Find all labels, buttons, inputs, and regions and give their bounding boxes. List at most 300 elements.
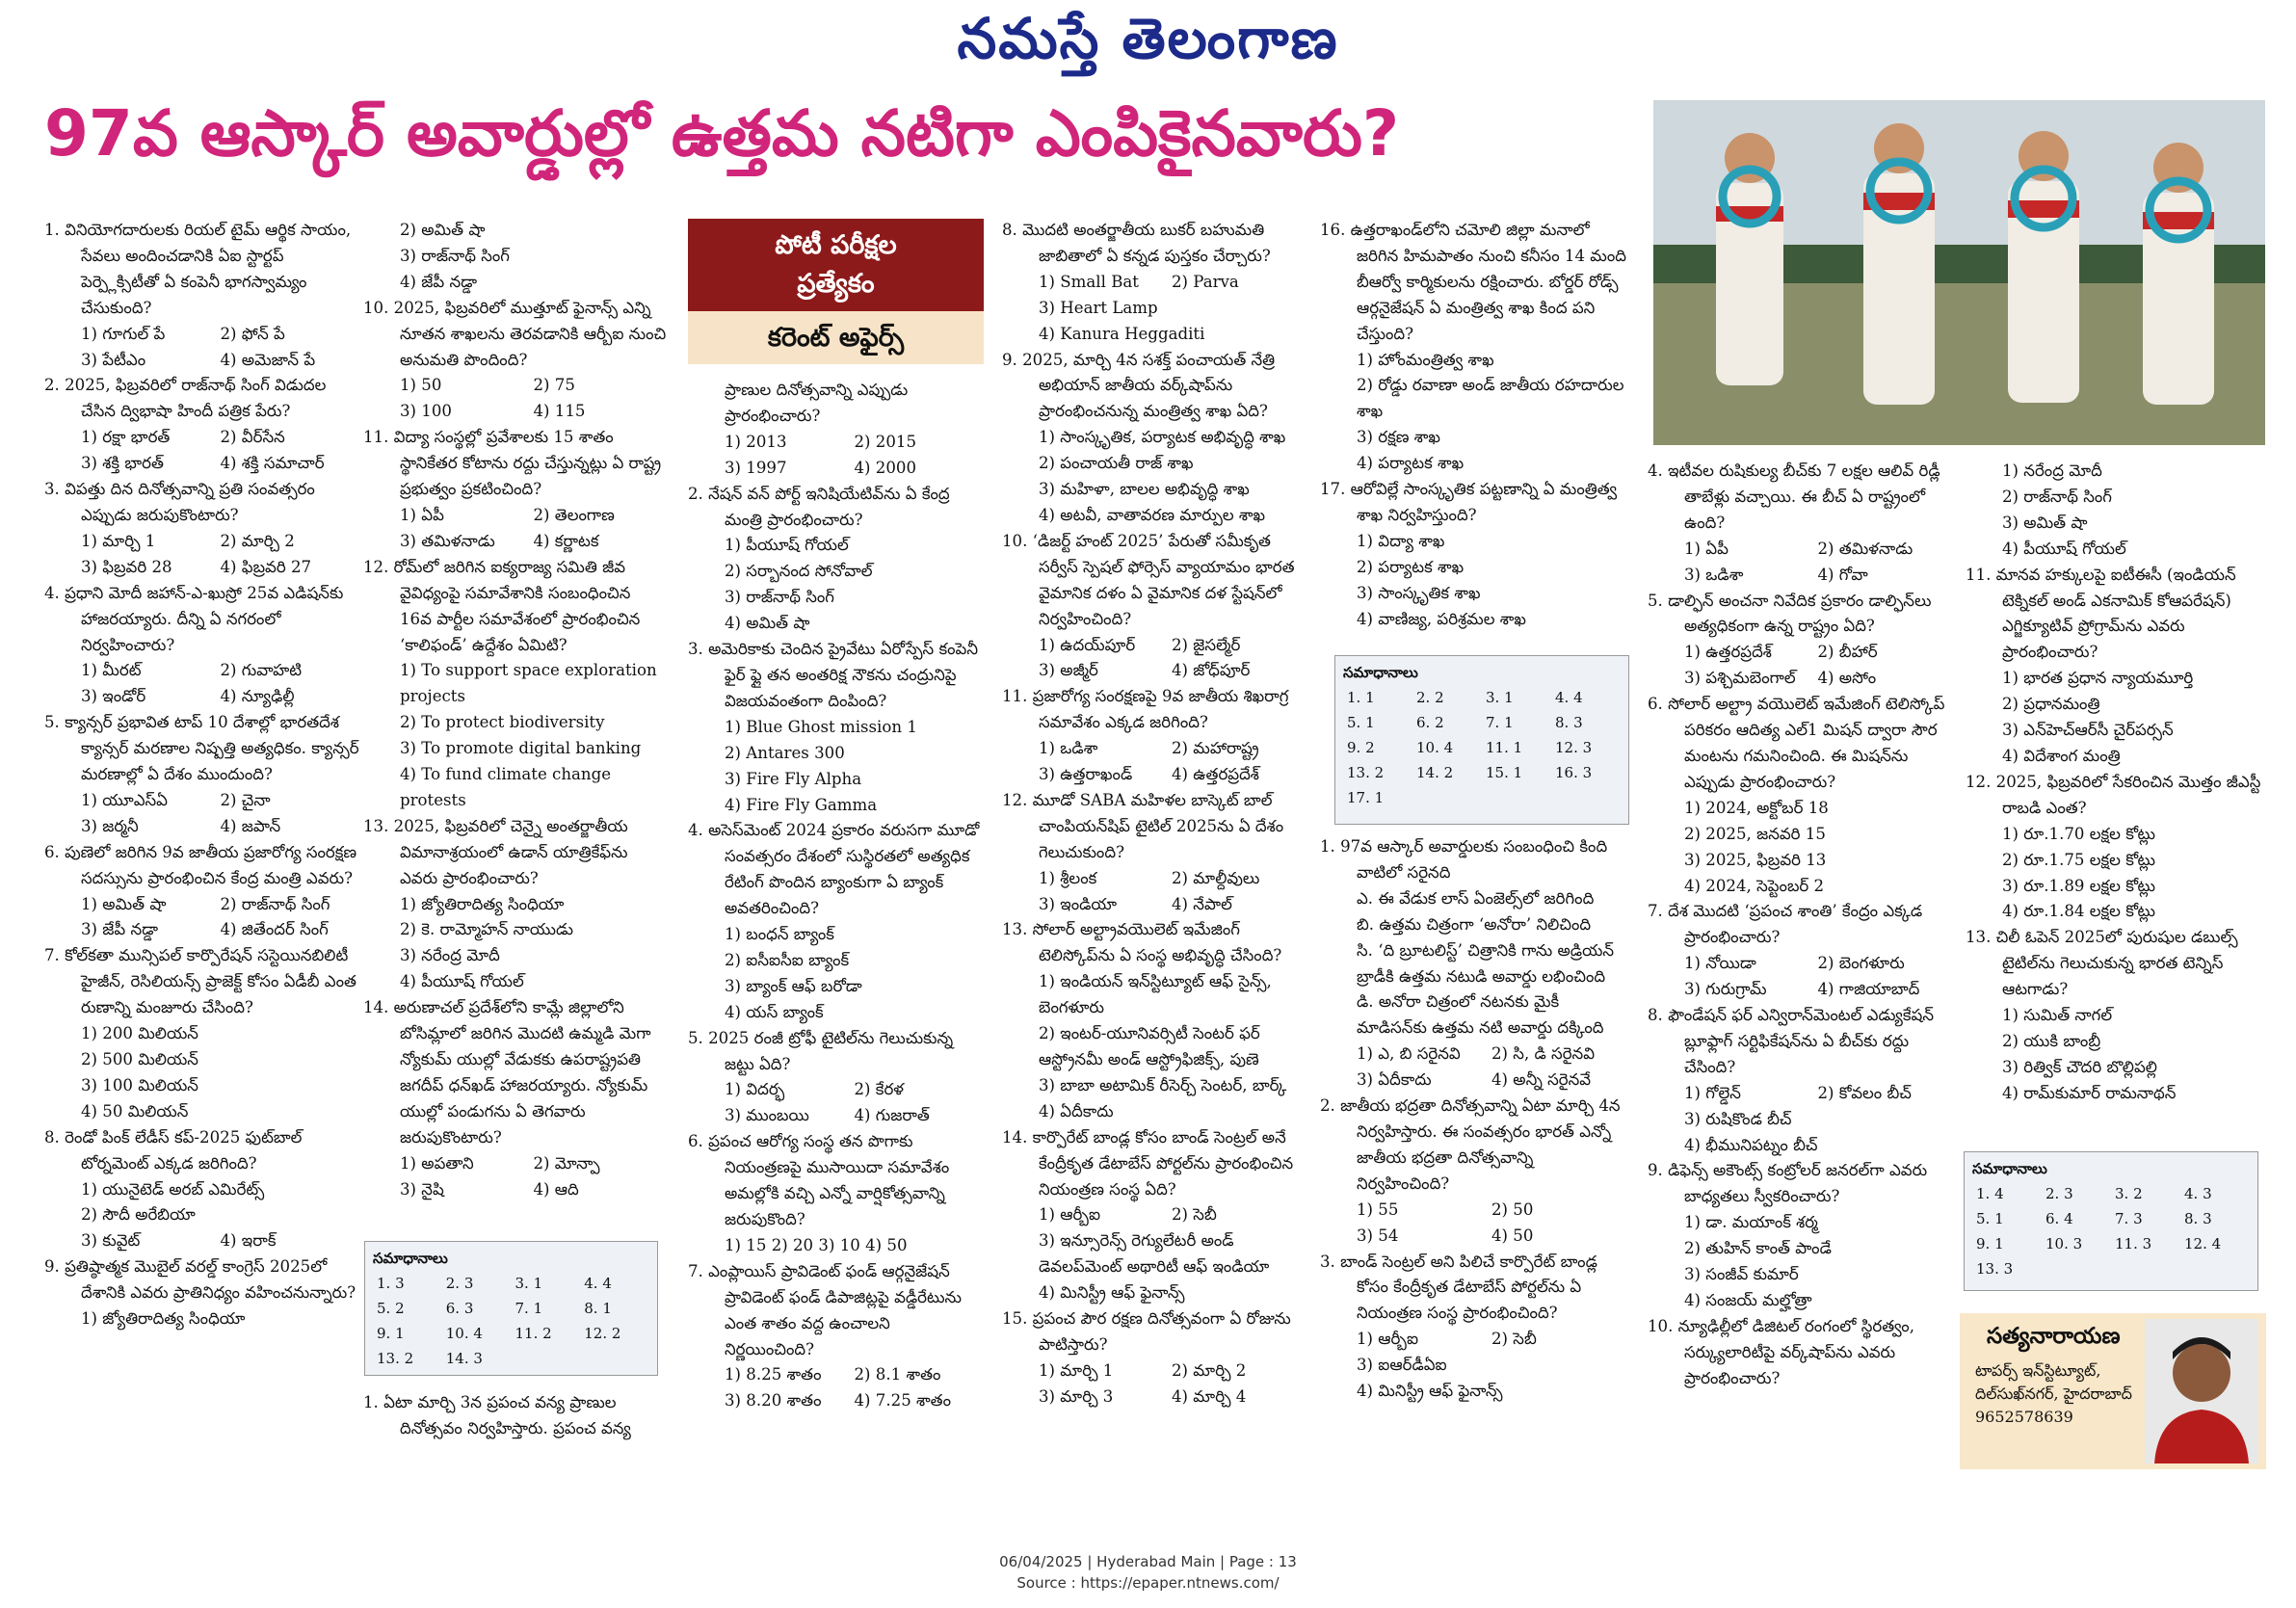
option-row	[363, 503, 667, 529]
option-row	[1002, 892, 1305, 918]
answer-cell: 5. 2	[377, 1300, 405, 1317]
option: 1) జ్యోతిరాదిత్య సింధియా	[400, 894, 565, 913]
author-box	[1960, 1313, 2266, 1469]
option-row	[44, 658, 359, 684]
question: 7. ఎంప్లాయిస్ ప్రావిడెంట్ ఫండ్ ఆర్గనైజేషన్ ప్రావిడెంట్ ఫండ్ డిపాజిట్లపై వడ్డీరేటును ఎంత శాతం వద్ద ఉంచాలని నిర్ణయించింది?	[688, 1261, 962, 1358]
question: 14. అరుణాచల్ ప్రదేశ్‌లోని కామ్లే జిల్లాలోని బోసిమ్లాలో జరిగిన మొదటి ఉమ్మడి మెగా న్యోకుమ్ యుల్లో వేడుకకు ఉపరాష్ట్రపతి జగదీప్ ధన్‌ఖడ్ హాజరయ్యారు. న్యోకుమ్ యుల్లో పండుగను ఏ తెగవారు జరుపుకొంటారు?	[363, 998, 651, 1147]
question: 5. డాల్ఫిన్ అంచనా నివేదిక ప్రకారం డాల్ఫిన్‌లు అత్యధికంగా ఉన్న రాష్ట్రం ఏది?	[1648, 591, 1932, 636]
question: 7. కోల్‌కతా మున్సిపల్ కార్పొరేషన్ సస్టెయినబిలిటీ హైజీన్, రెసిలియన్స్ ప్రాజెక్ట్ కోసం ఏడీబీ ఎంత రుణాన్ని మంజూరు చేసింది?	[44, 946, 356, 1017]
option: 2) సెబీ	[1491, 1330, 1537, 1349]
answers-title: సమాధానాలు	[373, 1250, 448, 1267]
option-row	[1002, 866, 1305, 892]
question: 6. సోలార్ అల్ట్రా వయొలెట్ ఇమేజింగ్ టెలిస్కోప్ పరికరం ఆదిత్య ఎల్1 మిషన్ ద్వారా సౌర మంటను గమనించింది. ఈ మిషన్‌ను ఎప్పుడు ప్రారంభించారు?	[1648, 695, 1945, 791]
option: 1) హోంమంత్రిత్వ శాఖ	[1357, 350, 1494, 369]
option: 1) జ్యోతిరాదిత్య సింధియా	[81, 1309, 246, 1329]
option: 3) రిత్విక్ చౌదరి బొల్లిపల్లి	[2002, 1057, 2157, 1076]
answer-cell: 5. 1	[1347, 714, 1375, 731]
option: 1) బంధన్ బ్యాంక్	[725, 925, 834, 944]
banner-line-1: పోటీ పరీక్షల	[775, 230, 897, 260]
option: 4) భీమునిపట్నం బీచ్	[1684, 1135, 1818, 1154]
option: 3) బాబా అటామిక్ రీసెర్చ్ సెంటర్, బార్క్ 4) ఏదీకాదు	[1039, 1075, 1287, 1120]
option: 3) జేపీ నడ్డా	[81, 920, 159, 939]
option: 1) 8.25 శాతం	[725, 1365, 822, 1384]
column-6	[1648, 459, 1951, 1392]
column-5-bottom	[1320, 834, 1626, 1405]
headline: 97వ ఆస్కార్ అవార్డుల్లో ఉత్తమ నటిగా ఎంపికైనవారు?	[44, 96, 1400, 171]
option: 1) భారత ప్రధాన న్యాయమూర్తి	[2002, 669, 2194, 688]
question: 1. 97వ ఆస్కార్ అవార్డులకు సంబంధించి కింది వాటిలో సరైనది	[1320, 837, 1608, 882]
option: 1) Small Bat	[1039, 272, 1139, 291]
option: 2) పర్యాటక శాఖ	[1357, 557, 1465, 576]
option: 3) ఉత్తరాఖండ్	[1039, 765, 1133, 784]
option: 2) పంచాయతీ రాజ్ శాఖ	[1039, 454, 1194, 473]
option: 3) తమిళనాడు	[400, 531, 495, 550]
answers-box-1	[364, 1241, 658, 1376]
option: 2) సెబీ	[1172, 1205, 1217, 1225]
answer-cell: 7. 1	[515, 1300, 543, 1317]
option: 2) 50	[1491, 1199, 1534, 1219]
option: 1) ఉదయ్‌పూర్	[1039, 635, 1136, 654]
answers-row	[1972, 1181, 2250, 1206]
option: 2) To protect biodiversity	[400, 713, 605, 732]
answers-row	[373, 1346, 649, 1371]
question: 4. ప్రధాని మోదీ జహాన్-ఎ-ఖుస్రో 25వ ఎడిషన్‌కు హాజరయ్యారు. దీన్ని ఏ నగరంలో నిర్వహించారు?	[44, 583, 344, 654]
option: 4) 2024, సెప్టెంబర్ 2	[1684, 876, 1825, 895]
option: సి. ‘ది బ్రూటలిస్ట్’ చిత్రానికి గాను అడ్రియన్ బ్రాడీకి ఉత్తమ నటుడి అవార్డు లభించింది	[1357, 940, 1615, 986]
answer-cell: 7. 3	[2115, 1210, 2143, 1227]
answer-cell: 13. 3	[1976, 1260, 2014, 1278]
author-name: సత్యనారాయణ	[1987, 1323, 2121, 1349]
section-banner	[688, 219, 984, 364]
option: 3) ముంబయి	[725, 1106, 809, 1125]
question: 6. ప్రపంచ ఆరోగ్య సంస్థ తన పొగాకు నియంత్రణపై ముసాయిదా సమావేశం అమల్లోకి వచ్చి ఎన్నో వార్షికోత్సవాన్ని జరుపుకొంది?	[688, 1132, 950, 1228]
option: 1) గోల్డెన్	[1684, 1083, 1741, 1102]
question: 2. నేషన్ వన్ పోర్ట్ ఇనిషియేటివ్‌ను ఏ కేంద్ర మంత్రి ప్రారంభించారు?	[688, 484, 950, 529]
option: 3) బ్యాంక్ ఆఫ్ బరోడా	[725, 976, 862, 995]
option: 4) మార్చి 4	[1172, 1386, 1247, 1406]
column-2-top	[363, 218, 667, 1202]
option: 4) 7.25 శాతం	[854, 1391, 951, 1410]
option: 2) 500 మిలియన్	[81, 1050, 198, 1068]
option: 3) To promote digital banking	[400, 739, 642, 758]
answer-cell: 17. 1	[1347, 789, 1385, 806]
option: 2) మోన్పా	[533, 1153, 600, 1173]
option-row	[1648, 666, 1951, 692]
option: 3) రక్షణ శాఖ	[1357, 428, 1440, 447]
option: 3) పేటీఎం	[81, 350, 146, 369]
question: 9. ప్రతిష్ఠాత్మక మొబైల్ వరల్డ్ కాంగ్రెస్ 2025లో దేశానికి ఎవరు ప్రాతినిధ్యం వహించనున్నారు?	[44, 1257, 356, 1303]
option: 1) శ్రీలంక	[1039, 868, 1097, 887]
question: 11. ప్రజారోగ్య సంరక్షణపై 9వ జాతీయ శిఖరాగ్ర సమావేశం ఎక్కడ జరిగింది?	[1002, 687, 1289, 732]
option-row	[363, 1151, 667, 1177]
answer-cell	[1551, 785, 1621, 810]
option: 2) తెలంగాణ	[533, 505, 615, 524]
answers-row	[1343, 735, 1621, 760]
answer-cell: 6. 3	[445, 1300, 474, 1317]
answer-cell: 15. 1	[1486, 764, 1523, 781]
option: 3) గురుగ్రామ్	[1684, 980, 1767, 999]
option: 1) ఏపీ	[400, 505, 444, 524]
banner-line-3: కరెంట్ అఫైర్స్	[688, 311, 984, 364]
option: 2) 2025, జనవరి 15	[1684, 824, 1826, 843]
option: 3) రుషికొండ బీచ్	[1684, 1109, 1792, 1128]
option: బి. ఉత్తమ చిత్రంగా ‘అనోరా’ నిలిచింది	[1357, 914, 1592, 934]
question: 1. వినియోగదారులకు రియల్ టైమ్ ఆర్థిక సాయం, సేవలు అందించడానికి ఏఐ స్టార్టప్ పెర్ప్లెక్సిటీతో ఏ కంపెనీ భాగస్వామ్యం చేసుకుంది?	[44, 221, 352, 317]
option: డి. అనోరా చిత్రంలో నటనకు మైకీ మాడిసన్‌కు ఉత్తమ నటి అవార్డు దక్కింది	[1357, 992, 1604, 1038]
question: 2. జాతీయ భద్రతా దినోత్సవాన్ని ఏటా మార్చి 4న నిర్వహిస్తారు. ఈ సంవత్సరం భారత్ ఎన్నో జాతీయ భద్రతా దినోత్సవాన్ని నిర్వహించింది?	[1320, 1096, 1621, 1193]
option: 2) యుకి బాంబ్రీ	[2002, 1031, 2101, 1050]
answers-box-2	[1334, 655, 1629, 825]
column-3	[688, 378, 984, 1414]
option: 3) ఇన్సూరెన్స్ రెగ్యులేటరీ అండ్ డెవలప్‌మెంట్ అథారిటీ ఆఫ్ ఇండియా	[1039, 1231, 1270, 1277]
option-row	[1648, 1081, 1951, 1107]
option: 4) పీయూష్ గోయల్	[2002, 539, 2126, 558]
option-row	[1002, 658, 1305, 684]
option-row	[44, 917, 359, 943]
option-row	[688, 1077, 984, 1103]
question: 3. అమెరికాకు చెందిన ప్రైవేటు ఏరోస్పేస్ కంపెనీ ఫైర్ ఫ్లై తన అంతరిక్ష నౌకను చంద్రునిపై విజయవంతంగా దింపింది?	[688, 640, 978, 710]
question: 10. న్యూఢిల్లీలో డిజిటల్ రంగంలో స్థిరత్వం, సర్క్యులారిటీపై వర్క్‌షాప్‌ను ఎవరు ప్రారంభించారు?	[1648, 1316, 1914, 1387]
option-row	[44, 348, 359, 374]
option: 2) రూ.1.75 లక్షల కోట్లు	[2002, 850, 2156, 869]
option: 1) ఉత్తరప్రదేశ్	[1684, 643, 1772, 662]
option: 1) ఏపీ	[1684, 539, 1729, 558]
question: 10. ‘డిజర్ట్ హంట్ 2025’ పేరుతో సమీకృత సర్వీస్ స్పెషల్ ఫోర్సెస్ వ్యాయామం భారత వైమానిక దళం ఏ వైమానిక దళ స్టేషన్‌లో నిర్వహించింది?	[1002, 531, 1295, 628]
answer-cell: 4. 4	[1555, 689, 1583, 706]
option-row	[1002, 762, 1305, 788]
answers-row	[1972, 1231, 2250, 1256]
option-row	[44, 322, 359, 348]
option: 2) ఐసీఐసీఐ బ్యాంక్	[725, 950, 850, 969]
option: 1) ఒడిశా	[1039, 739, 1098, 758]
option: 3) 8.20 శాతం	[725, 1391, 822, 1410]
answer-cell: 12. 3	[1555, 739, 1593, 756]
option: 3) కువైట్	[81, 1231, 141, 1251]
answers-table	[373, 1271, 649, 1371]
question: 12. మూడో SABA మహిళల బాస్కెట్ బాల్ చాంపియన్‌షిప్ టైటిల్ 2025ను ఏ దేశం గెలుచుకుంది?	[1002, 790, 1284, 861]
option: 4) గాజియాబాద్	[1817, 980, 1920, 999]
answers-box-3	[1964, 1151, 2258, 1291]
option-row	[44, 892, 359, 918]
option: 3) ఇండోర్	[81, 687, 146, 706]
option: 4) ఫిబ్రవరి 27	[220, 557, 312, 576]
answer-cell: 1. 4	[1976, 1185, 2004, 1202]
option-row	[1648, 563, 1951, 589]
option-row	[44, 555, 359, 581]
option-row	[688, 1388, 984, 1414]
option: 3) ఏదీకాదు	[1357, 1070, 1432, 1090]
option: 3) జర్మనీ	[81, 816, 139, 835]
answer-cell: 2. 3	[445, 1275, 474, 1292]
option: 1) రక్షా భారత్	[81, 428, 171, 447]
option-row	[688, 430, 984, 456]
option: 2) కె. రామ్మోహన్ నాయుడు	[400, 920, 573, 939]
option: 2) మహారాష్ట్ర	[1172, 739, 1259, 758]
option: 2) సౌదీ అరేబియా	[81, 1205, 196, 1225]
answer-cell: 16. 3	[1555, 764, 1593, 781]
option: 2) బీహార్	[1817, 643, 1878, 662]
author-inst-line-1: టాపర్స్ ఇన్‌స్టిట్యూట్,	[1975, 1361, 2101, 1380]
answers-row	[1343, 685, 1621, 710]
option: 2) సి, డి సరైనవి	[1491, 1044, 1595, 1064]
option: 2) రాజ్‌నాథ్ సింగ్	[220, 894, 330, 913]
option: 2) తమిళనాడు	[1817, 539, 1913, 558]
option: 2) రాజ్‌నాథ్ సింగ్	[2002, 487, 2112, 506]
question: 10. 2025, ఫిబ్రవరిలో ముత్తూట్ ఫైనాన్స్ ఎన్ని నూతన శాఖలను తెరవడానికి ఆర్బీఐ నుంచి అనుమతి పొందింది?	[363, 298, 667, 369]
option: 3) నైషి	[400, 1179, 444, 1199]
option: 1) మార్చి 1	[81, 531, 156, 550]
answer-cell: 6. 4	[2045, 1210, 2073, 1227]
answers-row	[1343, 760, 1621, 785]
question: 3. బాండ్ సెంట్రల్ అని పిలిచే కార్పొరేట్ బాండ్ల కోసం కేంద్రీకృత డేటాబేస్ పోర్టల్‌ను ఏ నియంత్రణ సంస్థ ప్రారంభించింది?	[1320, 1252, 1597, 1323]
question: 4. ఇటీవల రుషికుల్య బీచ్‌కు 7 లక్షల ఆలివ్ రిడ్లీ తాబేళ్లు వచ్చాయి. ఈ బీచ్ ఏ రాష్ట్రంలో ఉంది?	[1648, 461, 1940, 532]
answer-cell	[2042, 1256, 2111, 1281]
answer-cell: 7. 1	[1486, 714, 1514, 731]
option-row	[1320, 1198, 1626, 1224]
option: 4) యస్ బ్యాంక్	[725, 1002, 824, 1021]
option: 3) పశ్చిమబెంగాల్	[1684, 669, 1796, 688]
answer-cell: 10. 4	[1416, 739, 1454, 756]
question: 4. అసెస్‌మెంట్ 2024 ప్రకారం వరుసగా మూడో సంవత్సరం దేశంలో సుస్థిరతలో అత్యధిక రేటింగ్ పొందిన బ్యాంకుగా ఏ బ్యాంక్ అవతరించింది?	[688, 821, 980, 918]
option: 3) ఒడిశా	[1684, 565, 1744, 584]
answer-cell: 9. 1	[377, 1325, 405, 1342]
answer-cell: 1. 3	[377, 1275, 405, 1292]
option: 4) విదేశాంగ మంత్రి	[2002, 746, 2121, 765]
answer-cell	[2111, 1256, 2180, 1281]
option: 1) విదర్భ	[725, 1080, 785, 1099]
option-row	[44, 451, 359, 477]
question: 1. ఏటా మార్చి 3న ప్రపంచ వన్య ప్రాణుల దినోత్సవం నిర్వహిస్తారు. ప్రపంచ వన్య	[363, 1393, 631, 1437]
option: 1) 55	[1357, 1199, 1399, 1219]
option: 3) 1997	[725, 458, 787, 477]
question: 12. 2025, ఫిబ్రవరిలో సేకరించిన మొత్తం జీఎస్టీ రాబడి ఎంత?	[1966, 772, 2261, 817]
option: 3) అజ్మీర్	[1039, 661, 1098, 680]
option: 1) 2024, అక్టోబర్ 18	[1684, 798, 1829, 817]
option-row	[363, 529, 667, 555]
option: 4) అమెజాన్ పే	[220, 350, 316, 369]
option-row	[1320, 1041, 1626, 1068]
option: 3) రాజ్‌నాథ్ సింగ్	[725, 588, 834, 607]
banner-line-2: ప్రత్యేకం	[797, 269, 875, 299]
answer-cell: 3. 1	[515, 1275, 543, 1292]
option: 1) 2013	[725, 432, 787, 451]
option: 2) రోడ్డు రవాణా అండ్ జాతీయ రహదారుల శాఖ	[1357, 376, 1624, 421]
answers-table	[1343, 685, 1621, 810]
option: ప్రాణుల దినోత్సవాన్ని ఎప్పుడు ప్రారంభించారు?	[725, 381, 909, 425]
question: 14. కార్పొరేట్ బాండ్ల కోసం బాండ్ సెంట్రల్ అనే కేంద్రీకృత డేటాబేస్ పోర్టల్‌ను ప్రారంభించిన నియంత్రణ సంస్థ ఏది?	[1002, 1127, 1294, 1199]
answer-cell: 9. 1	[1976, 1235, 2004, 1252]
option: 3) 100	[400, 402, 452, 421]
question: 5. క్యాన్సర్ ప్రభావిత టాప్ 10 దేశాల్లో భారతదేశ క్యాన్సర్ మరణాల నిష్పత్తి అత్యధికం. క్యాన్సర్ మరణాల్లో ఏ దేశం ముందుంది?	[44, 713, 359, 784]
option: 1) సుమిత్ నాగల్	[2002, 1006, 2113, 1025]
option: 2) ఫోన్ పే	[220, 324, 285, 343]
answer-cell: 12. 2	[584, 1325, 621, 1342]
author-photo	[2145, 1319, 2258, 1463]
option-row	[363, 373, 667, 399]
option: 1) To support space exploration projects	[400, 661, 657, 706]
answers-row	[1343, 785, 1621, 810]
option-row	[44, 814, 359, 840]
option: 3) ఐఆర్‌డీఏఐ	[1357, 1356, 1447, 1375]
option: 4) అటవీ, వాతావరణ మార్పుల శాఖ	[1039, 505, 1266, 524]
question: 15. ప్రపంచ పౌర రక్షణ దినోత్సవంగా ఏ రోజును పాటిస్తారు?	[1002, 1309, 1291, 1354]
option: 4) గోవా	[1817, 565, 1868, 584]
answer-cell: 8. 3	[1555, 714, 1583, 731]
option: 3) ఎన్‌హెచ్‌ఆర్‌సీ చైర్‌పర్సన్	[2002, 721, 2174, 740]
question: 3. విపత్తు దిన దినోత్సవాన్ని ప్రతి సంవత్సరం ఎప్పుడు జరుపుకొంటారు?	[44, 480, 315, 524]
option: 3) 54	[1357, 1226, 1399, 1245]
question: 9. డిఫెన్స్ అకౌంట్స్ కంట్రోలర్ జనరల్‌గా ఎవరు బాధ్యతలు స్వీకరించారు?	[1648, 1161, 1928, 1206]
answer-cell: 1. 1	[1347, 689, 1375, 706]
answer-cell: 5. 1	[1976, 1210, 2004, 1227]
option-row	[1002, 1384, 1305, 1410]
answer-cell: 6. 2	[1416, 714, 1444, 731]
option: 3) Fire Fly Alpha	[725, 769, 862, 788]
option: 3) ఇండియా	[1039, 894, 1118, 913]
option: 3) అమిత్ షా	[2002, 513, 2088, 532]
option: 2) ఇంటర్-యూనివర్సిటీ సెంటర్ ఫర్ ఆస్ట్రోనమీ అండ్ ఆస్ట్రోఫిజిక్స్, పుణె	[1039, 1024, 1260, 1068]
option: 1) ఆర్బీఐ	[1039, 1205, 1101, 1225]
option: 1) ఇండియన్ ఇన్‌స్టిట్యూట్ ఆఫ్ సైన్స్, బెంగళూరు	[1039, 972, 1272, 1017]
option: 3) Heart Lamp	[1039, 298, 1158, 317]
option: 2) 75	[533, 376, 575, 395]
answer-cell: 13. 2	[377, 1350, 414, 1367]
option: 2) 8.1 శాతం	[854, 1365, 941, 1384]
answer-cell: 2. 2	[1416, 689, 1444, 706]
option: 2) తుహిన్ కాంత్ పాండే	[1684, 1239, 1832, 1258]
question: 13. 2025, ఫిబ్రవరిలో చెన్నై అంతర్జాతీయ విమానాశ్రయంలో ఉడాన్ యాత్రికేఫ్‌ను ఎవరు ప్రారంభించారు?	[363, 816, 628, 887]
author-inst-line-2: దిల్‌సుఖ్‌నగర్, హైదరాబాద్	[1975, 1384, 2132, 1403]
answer-cell	[1482, 785, 1551, 810]
option-row	[688, 1362, 984, 1388]
question: 16. ఉత్తరాఖండ్‌లోని చమోలి జిల్లా మనాలో జరిగిన హిమపాతం నుంచి కనీసం 14 మంది బీఆర్వో కార్మికులను రక్షించారు. బోర్డర్ రోడ్స్ ఆర్గనైజేషన్ ఏ మంత్రిత్వ శాఖ కింద పని చేస్తుంది?	[1320, 221, 1626, 343]
option: 2) ప్రధానమంత్రి	[2002, 695, 2100, 714]
answer-cell	[2180, 1256, 2250, 1281]
option: 4) To fund climate change protests	[400, 765, 612, 809]
option: 2) కేరళ	[854, 1080, 905, 1099]
page-footer	[0, 1551, 2296, 1594]
option: 3) రూ.1.89 లక్షల కోట్లు	[2002, 876, 2156, 895]
option-row	[363, 399, 667, 425]
option: 2) మార్చి 2	[1172, 1360, 1247, 1380]
option: 4) జోధ్‌పూర్	[1172, 661, 1251, 680]
option: 3) ఫిబ్రవరి 28	[81, 557, 172, 576]
option: 3) శక్తి భారత్	[81, 454, 164, 473]
option: 4) మినిస్ట్రీ ఆఫ్ ఫైనాన్స్	[1039, 1283, 1185, 1303]
option-row	[1002, 736, 1305, 762]
option: 2) అమిత్ షా	[400, 221, 486, 239]
column-7	[1966, 459, 2266, 1107]
option: 1) 200 మిలియన్	[81, 1024, 198, 1043]
answer-cell: 4. 4	[584, 1275, 612, 1292]
option: 2) Parva	[1172, 272, 1239, 291]
option: 4) జితేందర్ సింగ్	[220, 920, 329, 939]
option-row	[44, 1228, 359, 1254]
option: 3) 2025, ఫిబ్రవరి 13	[1684, 850, 1827, 869]
answer-cell: 14. 3	[445, 1350, 483, 1367]
option: 4) 2000	[854, 458, 917, 477]
footer-date-line: 06/04/2025 | Hyderabad Main | Page : 13	[999, 1553, 1297, 1570]
option-row	[688, 456, 984, 482]
answers-row	[373, 1321, 649, 1346]
option: 4) పర్యాటక శాఖ	[1357, 454, 1465, 473]
column-2-bottom	[363, 1390, 667, 1442]
answer-cell: 11. 1	[1486, 739, 1523, 756]
option-row	[1320, 1327, 1626, 1353]
option: 1) 50	[400, 376, 442, 395]
question: 7. దేశ మొదటి ‘ప్రపంచ శాంతి’ కేంద్రం ఎక్కడ ప్రారంభించారు?	[1648, 902, 1923, 947]
option: 4) అమిత్ షా	[725, 614, 810, 633]
option: 4) మినిస్ట్రీ ఆఫ్ ఫైనాన్స్	[1357, 1382, 1503, 1401]
author-institute	[1975, 1359, 2132, 1429]
answers-row	[373, 1296, 649, 1321]
answers-table	[1972, 1181, 2250, 1281]
option: 4) ఆది	[533, 1179, 579, 1199]
option: 4) న్యూఢిల్లీ	[220, 687, 295, 706]
option: 3) రాజ్‌నాథ్ సింగ్	[400, 246, 510, 265]
answer-cell: 2. 3	[2045, 1185, 2073, 1202]
option-row	[1002, 1358, 1305, 1384]
answer-cell: 11. 2	[515, 1325, 552, 1342]
answer-cell: 11. 3	[2115, 1235, 2152, 1252]
answer-cell: 13. 2	[1347, 764, 1385, 781]
answer-cell: 3. 2	[2115, 1185, 2143, 1202]
option: ఎ. ఈ వేడుక లాస్ ఏంజెల్స్‌లో జరిగింది	[1357, 888, 1595, 908]
option: 4) జపాన్	[220, 816, 281, 835]
option: 4) ఇరాక్	[220, 1231, 277, 1251]
answer-cell: 10. 4	[445, 1325, 483, 1342]
masthead: నమస్తే తెలంగాణ	[957, 6, 1339, 71]
option-row	[1648, 640, 1951, 666]
option: 4) శక్తి సమాచార్	[220, 454, 325, 473]
option: 1) రూ.1.70 లక్షల కోట్లు	[2002, 824, 2156, 843]
option: 3) నరేంద్ర మోదీ	[400, 946, 500, 965]
option: 3) మార్చి 3	[1039, 1386, 1114, 1406]
option: 1) మార్చి 1	[1039, 1360, 1114, 1380]
option: 1) విద్యా శాఖ	[1357, 531, 1445, 550]
option: 2) 2015	[854, 432, 917, 451]
option: 2) మాల్దీవులు	[1172, 868, 1260, 887]
option: 2) వీర్‌సేన	[220, 428, 285, 447]
option: 1) 15 2) 20 3) 10 4) 50	[725, 1235, 908, 1254]
answers-row	[1972, 1206, 2250, 1231]
author-phone: 9652578639	[1975, 1408, 2073, 1426]
option-row	[44, 788, 359, 814]
answer-cell: 14. 2	[1416, 764, 1454, 781]
question: 8. రెండో పింక్ లేడీస్ కప్-2025 ఫుట్‌బాల్ టోర్నమెంట్ ఎక్కడ జరిగింది?	[44, 1127, 303, 1173]
option: 1) ఆర్బీఐ	[1357, 1330, 1419, 1349]
column-5-top	[1320, 218, 1626, 633]
option: 4) ఉత్తరప్రదేశ్	[1172, 765, 1259, 784]
option: 2) Antares 300	[725, 743, 845, 762]
answers-row	[373, 1271, 649, 1296]
option: 1) నరేంద్ర మోదీ	[2002, 461, 2102, 480]
option: 3) మహిళా, బాలల అభివృద్ధి శాఖ	[1039, 480, 1250, 499]
option: 4) రామ్‌కుమార్ రామనాథన్	[2002, 1083, 2177, 1102]
question: 2. 2025, ఫిబ్రవరిలో రాజ్‌నాథ్ సింగ్ విడుదల చేసిన ద్విభాషా హిందీ పత్రిక పేరు?	[44, 376, 327, 421]
column-1	[44, 218, 359, 1332]
option: 1) మీరట్	[81, 661, 142, 680]
option: 4) జేపీ నడ్డా	[400, 272, 478, 291]
option: 4) అసోం	[1817, 669, 1877, 688]
option-row	[44, 425, 359, 451]
option: 4) పీయూష్ గోయల్	[400, 972, 524, 991]
option: 4) 115	[533, 402, 586, 421]
option-row	[1320, 1068, 1626, 1094]
option: 2) మార్చి 2	[220, 531, 295, 550]
option: 4) అన్నీ సరైనవే	[1491, 1070, 1592, 1090]
photo	[1653, 100, 2265, 445]
